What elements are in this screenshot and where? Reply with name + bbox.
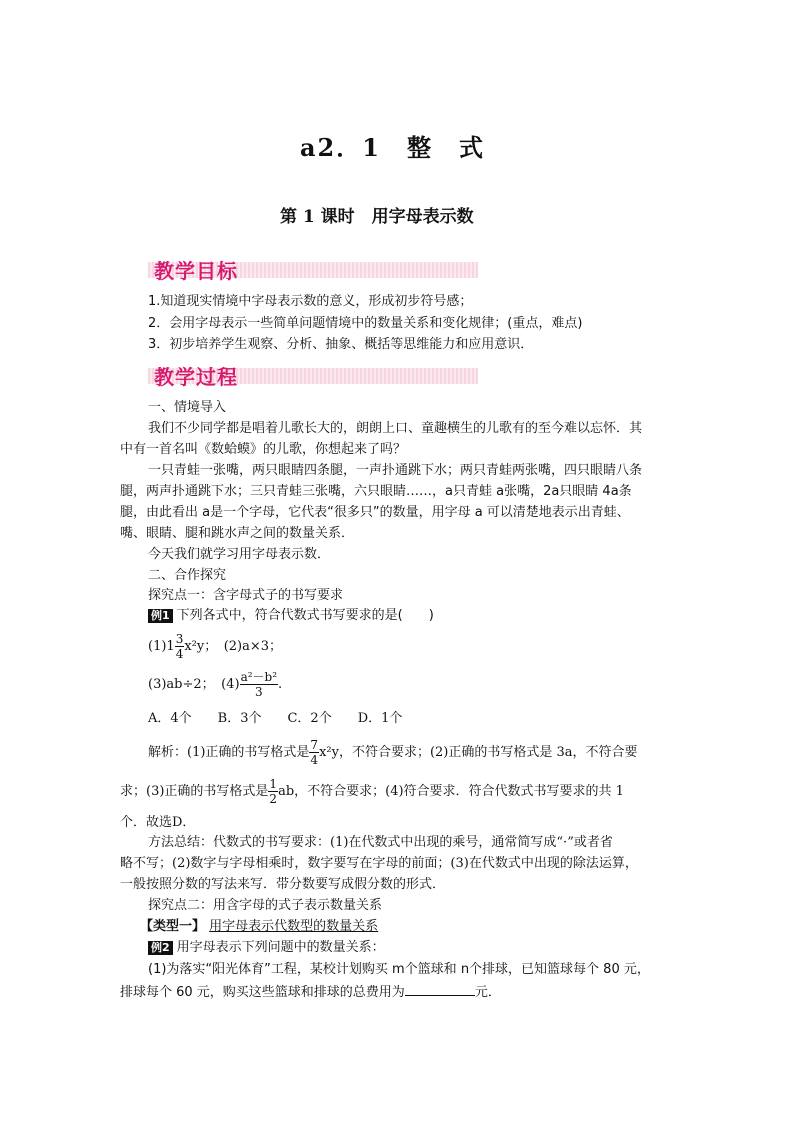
denominator: 4 [175, 647, 184, 661]
answer-blank[interactable] [405, 983, 475, 996]
objective-item: 1.知道现实情境中字母表示数的意义，形成初步符号感； [148, 294, 473, 309]
analysis-text: x²y，不符合要求；(2)正确的书写格式是 3a，不符合要 [319, 745, 638, 760]
paragraph-line: 我们不少同学都是唱着儿歌长大的，朗朗上口、童趣横生的儿歌有的至今难以忘怀．其 [148, 421, 643, 436]
paragraph-line: 嘴、眼睛、腿和跳水声之间的数量关系． [120, 526, 355, 541]
numerator: 1 [269, 777, 278, 791]
question-text: 用字母表示下列问题中的数量关系： [176, 940, 385, 955]
objective-item: 3．初步培养学生观察、分析、抽象、概括等思维能力和应用意识． [148, 337, 534, 352]
lesson-subtitle: 第 1 课时 用字母表示数 [280, 207, 474, 227]
numerator: a²－b² [240, 670, 278, 684]
example-1-choices: A．4个 B．3个 C．2个 D．1个 [148, 711, 403, 726]
example-2-line [120, 983, 501, 1002]
paragraph-line: 腿，由此看出 a是一个字母，它代表“很多只”的数量，用字母 a 可以清楚地表示出青蛙、 [120, 505, 630, 520]
numerator: 3 [175, 632, 184, 646]
explore-point-2: 探究点二：用含字母的式子表示数量关系 [148, 898, 383, 913]
denominator: 4 [310, 753, 319, 767]
example-1-question [148, 607, 434, 625]
denominator: 2 [269, 792, 278, 806]
banner-label: 教学目标 [154, 259, 238, 283]
option-text: (1)1 [148, 639, 175, 654]
objective-item: 2．会用字母表示一些简单问题情境中的数量关系和变化规律；(重点，难点) [148, 316, 583, 331]
type-title: 用字母表示代数型的数量关系 [209, 919, 379, 934]
analysis-text: 解析：(1)正确的书写格式是 [148, 745, 310, 760]
paragraph-line: 中有一首名叫《数蛤蟆》的儿歌，你想起来了吗？ [120, 442, 407, 457]
section-banner-objectives [148, 258, 478, 282]
example-2-line: (1)为落实“阳光体育”工程，某校计划购买 m个篮球和 n个排球，已知篮球每个 80 元， [148, 962, 650, 977]
analysis-line [148, 738, 638, 767]
example-tag: 例1 [148, 609, 173, 623]
paragraph-line: 今天我们就学习用字母表示数． [148, 547, 331, 562]
method-line: 略不写；(2)数字与字母相乘时，数字要写在字母的前面；(3)在代数式中出现的除法运算， [120, 856, 638, 871]
analysis-line: 个．故选D． [120, 815, 196, 830]
part-heading: 一、情境导入 [148, 400, 227, 415]
numerator: 7 [310, 738, 319, 752]
paragraph-line: 腿，两声扑通跳下水；三只青蛙三张嘴，六只眼睛……，a只青蛙 a张嘴，2a只眼睛 4a条 [120, 484, 632, 499]
option-text: (3)ab÷2； (4) [148, 677, 240, 692]
type-heading [140, 918, 378, 936]
example-2-question [148, 939, 385, 957]
example-tag: 例2 [148, 941, 173, 955]
method-line: 方法总结：代数式的书写要求：(1)在代数式中出现的乘号，通常简写成“·”或者省 [148, 835, 613, 850]
analysis-line [120, 777, 624, 806]
banner-label: 教学过程 [154, 365, 238, 389]
fraction [240, 670, 278, 699]
explore-point-1: 探究点一：含字母式子的书写要求 [148, 588, 344, 603]
paragraph-line: 一只青蛙一张嘴，两只眼睛四条腿，一声扑通跳下水；两只青蛙两张嘴，四只眼睛八条 [148, 463, 643, 478]
fraction [268, 777, 278, 806]
analysis-text: 求；(3)正确的书写格式是 [120, 784, 269, 799]
fraction [309, 738, 319, 767]
part-heading: 二、合作探究 [148, 568, 227, 583]
fraction [175, 632, 185, 661]
analysis-text: ab，不符合要求；(4)符合要求．符合代数式书写要求的共 1 [278, 784, 624, 799]
question-text: 下列各式中，符合代数式书写要求的是( ) [176, 608, 434, 623]
question-text: 元． [474, 985, 501, 1000]
example-1-options-row1 [148, 632, 282, 661]
denominator: 3 [254, 685, 263, 699]
option-text: x²y； (2)a×3； [184, 639, 283, 654]
section-banner-process [148, 364, 478, 388]
method-line: 一般按照分数的写法来写．带分数要写成假分数的形式． [120, 877, 446, 892]
question-text: 排球每个 60 元，购买这些篮球和排球的总费用为 [120, 985, 405, 1000]
page-title: a2．1 整 式 [300, 133, 485, 162]
example-1-options-row2: (3)ab÷2； (4) $\frac{\text{a²－b²}}{3}$ . [148, 670, 283, 699]
type-tag: 【类型一】 [140, 919, 206, 934]
